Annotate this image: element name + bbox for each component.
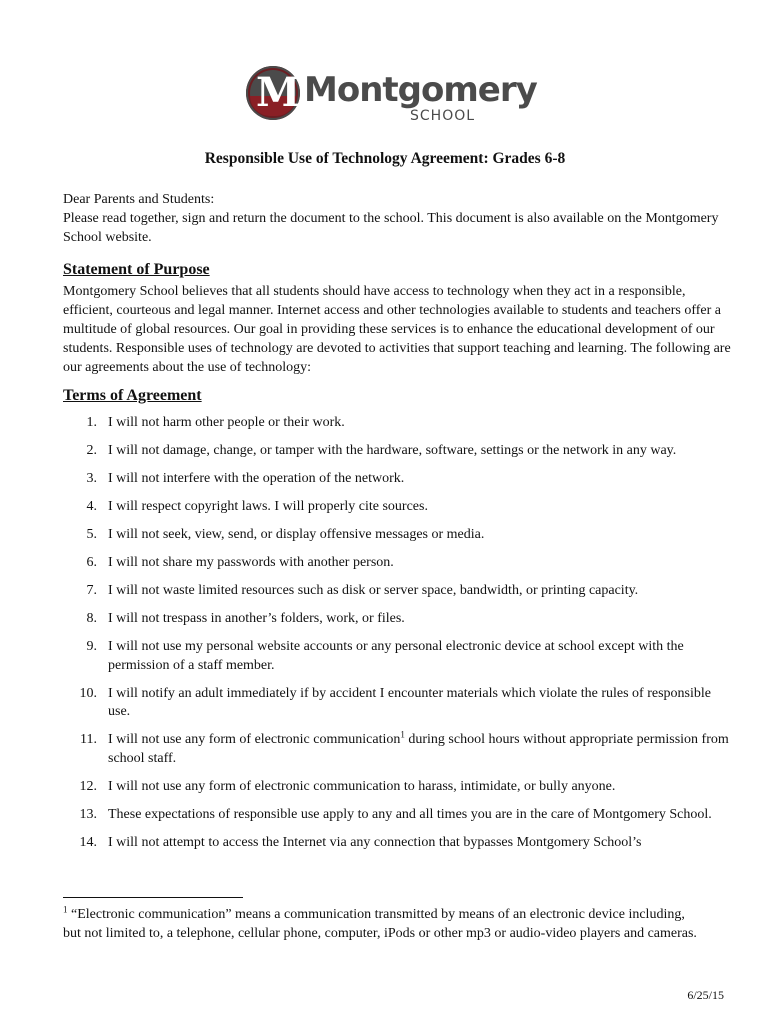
list-item <box>63 442 733 461</box>
list-item <box>63 582 733 601</box>
item-text: I will respect copyright laws. I will properly cite sources. <box>108 499 428 514</box>
logo-name: Montgomery <box>304 70 537 110</box>
item-number: 10. <box>79 685 97 701</box>
footnote-reference: 1 <box>400 729 405 740</box>
item-number: 12. <box>79 778 97 794</box>
item-text: I will not attempt to access the Internet via any connection that bypasses Montgomery School’s <box>108 834 642 850</box>
item-text: I will not waste limited resources such as disk or server space, bandwidth, or printing capacity. <box>108 583 639 598</box>
item-text: I will not seek, view, send, or display offensive messages or media. <box>108 527 485 542</box>
list-item <box>63 806 733 825</box>
list-item <box>63 470 733 489</box>
item-text: I will not use any form of electronic communication <box>108 732 401 747</box>
item-number: 7. <box>86 583 97 598</box>
greeting-body: Please read together, sign and return the document to the school. This document is also available on the Montgomery School website. <box>63 211 719 245</box>
item-number: 14. <box>79 834 97 850</box>
list-item <box>63 554 733 573</box>
footnote-text: “Electronic communication” means a communication transmitted by means of an electronic device including, but not limited to, a telephone, cellular phone, computer, iPods or other mp3 or audio-video players and cameras. <box>63 907 697 941</box>
list-item <box>63 731 733 768</box>
purpose-body: Montgomery School believes that all students should have access to technology when they act in a responsible, efficient, courteous and legal manner. Internet access and other technologies available to students and teachers offer a multitude of global resources. Our goal in providing these services is to enhance the educational development of our students. Responsible uses of technology are devoted to activities that support teaching and learning. The following are our agreements about the use of technology: <box>63 284 731 375</box>
document-title: Responsible Use of Technology Agreement: Grades 6-8 <box>204 150 566 167</box>
item-text: These expectations of responsible use apply to any and all times you are in the care of Montgomery School. <box>108 806 712 822</box>
list-item <box>63 526 733 545</box>
list-item <box>63 414 733 433</box>
logo-mark: M <box>256 69 301 116</box>
item-text: I will not damage, change, or tamper with the hardware, software, settings or the network in any way. <box>108 443 677 458</box>
greeting <box>63 190 723 247</box>
item-number: 9. <box>86 639 97 654</box>
item-text: I will not share my passwords with another person. <box>108 555 394 570</box>
footnote-marker: 1 <box>63 904 68 915</box>
item-number: 11. <box>80 732 97 747</box>
list-item <box>63 685 733 722</box>
list-item <box>63 834 733 853</box>
footnote <box>63 905 703 943</box>
terms-heading: Terms of Agreement <box>63 387 202 404</box>
item-text: I will not use any form of electronic communication to harass, intimidate, or bully anyone. <box>108 778 616 794</box>
school-logo <box>246 66 537 126</box>
item-number: 3. <box>86 471 97 486</box>
item-number: 13. <box>79 806 97 822</box>
item-number: 6. <box>86 555 97 570</box>
item-text: I will not harm other people or their work. <box>108 415 345 430</box>
item-number: 1. <box>86 415 97 430</box>
item-text: I will not interfere with the operation of the network. <box>108 471 405 486</box>
item-number: 5. <box>86 527 97 542</box>
page-date: 6/25/15 <box>687 988 724 1002</box>
list-item <box>63 610 733 629</box>
purpose-heading: Statement of Purpose <box>63 261 210 278</box>
list-item <box>63 498 733 517</box>
item-text: I will not trespass in another’s folders, work, or files. <box>108 611 405 626</box>
item-text: I will not use my personal website accounts or any personal electronic device at school except with the permission of a staff member. <box>108 639 684 673</box>
item-number: 4. <box>86 499 97 514</box>
logo-emblem <box>246 66 300 120</box>
salutation: Dear Parents and Students: <box>63 192 215 207</box>
item-text: I will notify an adult immediately if by accident I encounter materials which violate the rules of responsible use. <box>108 685 711 719</box>
item-text-continued: during school hours without appropriate permission from school staff. <box>108 732 729 766</box>
item-number: 2. <box>86 443 97 458</box>
list-item <box>63 638 733 675</box>
item-number: 8. <box>86 611 97 626</box>
list-item <box>63 778 733 797</box>
logo-subtitle: SCHOOL <box>410 108 476 124</box>
footnote-divider <box>63 897 243 898</box>
terms-list <box>63 414 733 852</box>
